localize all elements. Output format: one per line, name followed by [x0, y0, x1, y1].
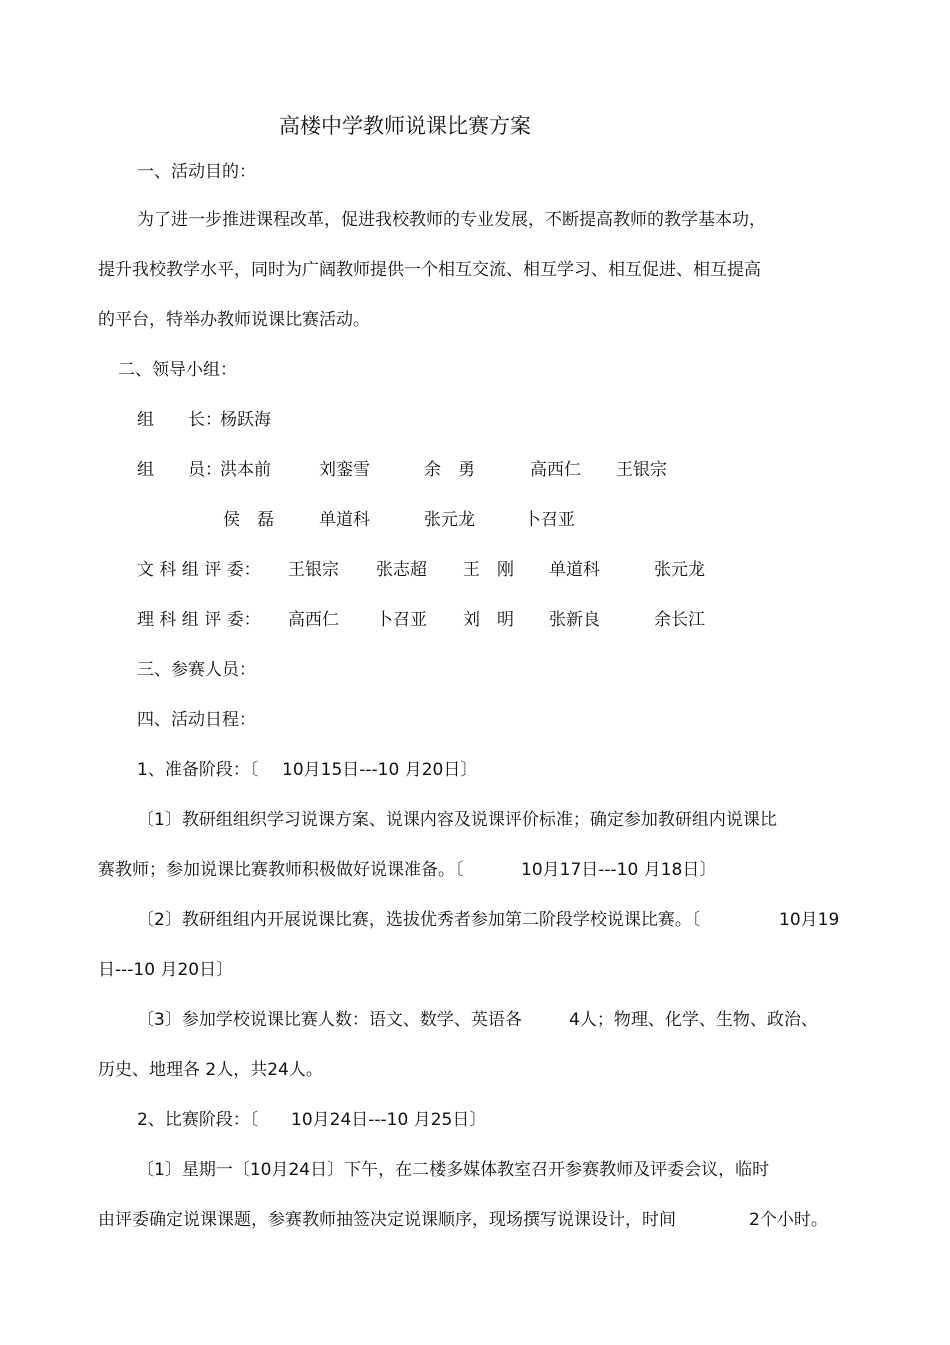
section-heading-participants: 三、参赛人员：: [137, 660, 256, 680]
science-judges-row: [137, 608, 787, 632]
section-heading-purpose: 一、活动目的：: [137, 162, 256, 182]
item-3-line-1: [137, 1008, 837, 1032]
stage-2-dates: 10月24日---10 月25日〕: [291, 1110, 487, 1130]
purpose-paragraph-line-1: 为了进一步推进课程改革，促进我校教师的专业发展，不断提高教师的教学基本功，: [137, 210, 766, 230]
purpose-paragraph-line-2: 提升我校教学水平，同时为广阔教师提供一个相互交流、相互学习、相互促进、相互提高: [98, 260, 761, 280]
leader-label: 组 长：: [137, 410, 222, 430]
purpose-paragraph-line-3: 的平台，特举办教师说课比赛活动。: [98, 310, 370, 330]
stage-2-label: 2、比赛阶段：〔: [137, 1110, 259, 1130]
item-1-dates: 10月17日---10 月18日〕: [521, 860, 717, 880]
page-title: 高楼中学教师说课比赛方案: [279, 114, 531, 138]
arts-judges-label: 文 科 组 评 委：: [137, 560, 261, 580]
item-1-line-1: 〔1〕教研组组织学习说课方案、说课内容及说课评价标准；确定参加教研组内说课比: [137, 810, 777, 830]
item-2-dates: 10月19: [779, 910, 840, 930]
member-name: 王银宗: [616, 460, 667, 480]
science-judges-label: 理 科 组 评 委：: [137, 610, 261, 630]
item-4-line-1: 〔1〕星期一〔10月24日〕下午，在二楼多媒体教室召开参赛教师及评委会议，临时: [137, 1160, 770, 1180]
judge-name: 王 刚: [463, 560, 514, 580]
stage-1-heading: [137, 758, 537, 782]
judge-name: 卜召亚: [376, 610, 427, 630]
judge-name: 单道科: [549, 560, 600, 580]
section-heading-leadership: 二、领导小组：: [118, 360, 237, 380]
members-row-1: [137, 458, 737, 482]
judge-name: 刘 明: [463, 610, 514, 630]
item-4-line-2: [98, 1208, 838, 1232]
item-1-line-2: [98, 858, 748, 882]
member-name: 高西仁: [530, 460, 581, 480]
item-2-text: 〔2〕教研组组内开展说课比赛，选拔优秀者参加第二阶段学校说课比赛。〔: [137, 910, 701, 930]
member-name: 单道科: [319, 510, 370, 530]
arts-judges-row: [137, 558, 787, 582]
judge-name: 高西仁: [288, 610, 339, 630]
stage-1-dates: 10月15日---10 月20日〕: [282, 760, 478, 780]
judge-name: 王银宗: [288, 560, 339, 580]
item-3-text: 〔3〕参加学校说课比赛人数：语文、数学、英语各: [137, 1010, 522, 1030]
judge-name: 余长江: [654, 610, 705, 630]
member-name: 卜召亚: [524, 510, 575, 530]
item-1-text: 赛教师；参加说课比赛教师积极做好说课准备。〔: [98, 860, 464, 880]
member-name: 张元龙: [424, 510, 475, 530]
judge-name: 张志超: [376, 560, 427, 580]
section-heading-schedule: 四、活动日程：: [137, 710, 256, 730]
members-label: 组 员：: [137, 460, 222, 480]
stage-1-label: 1、准备阶段：〔: [137, 760, 259, 780]
item-3-line-2: 历史、地理各 2人，共24人。: [98, 1060, 323, 1080]
member-name: 侯 磊: [223, 510, 274, 530]
stage-2-heading: [137, 1108, 537, 1132]
item-2-line-1: [137, 908, 849, 932]
members-row-2: [137, 508, 737, 532]
judge-name: 张新良: [549, 610, 600, 630]
member-name: 刘銮雪: [319, 460, 370, 480]
item-3-count: 4人；物理、化学、生物、政治、: [569, 1010, 818, 1030]
member-name: 洪本前: [220, 460, 271, 480]
leader-name: 杨跃海: [220, 410, 271, 430]
item-4-duration: 2个小时。: [749, 1210, 828, 1230]
judge-name: 张元龙: [654, 560, 705, 580]
leader-row: [137, 408, 437, 432]
member-name: 余 勇: [424, 460, 475, 480]
item-4-text: 由评委确定说课课题，参赛教师抽签决定说课顺序，现场撰写说课设计，时间: [98, 1210, 676, 1230]
item-2-line-2: 日---10 月20日〕: [98, 960, 234, 980]
